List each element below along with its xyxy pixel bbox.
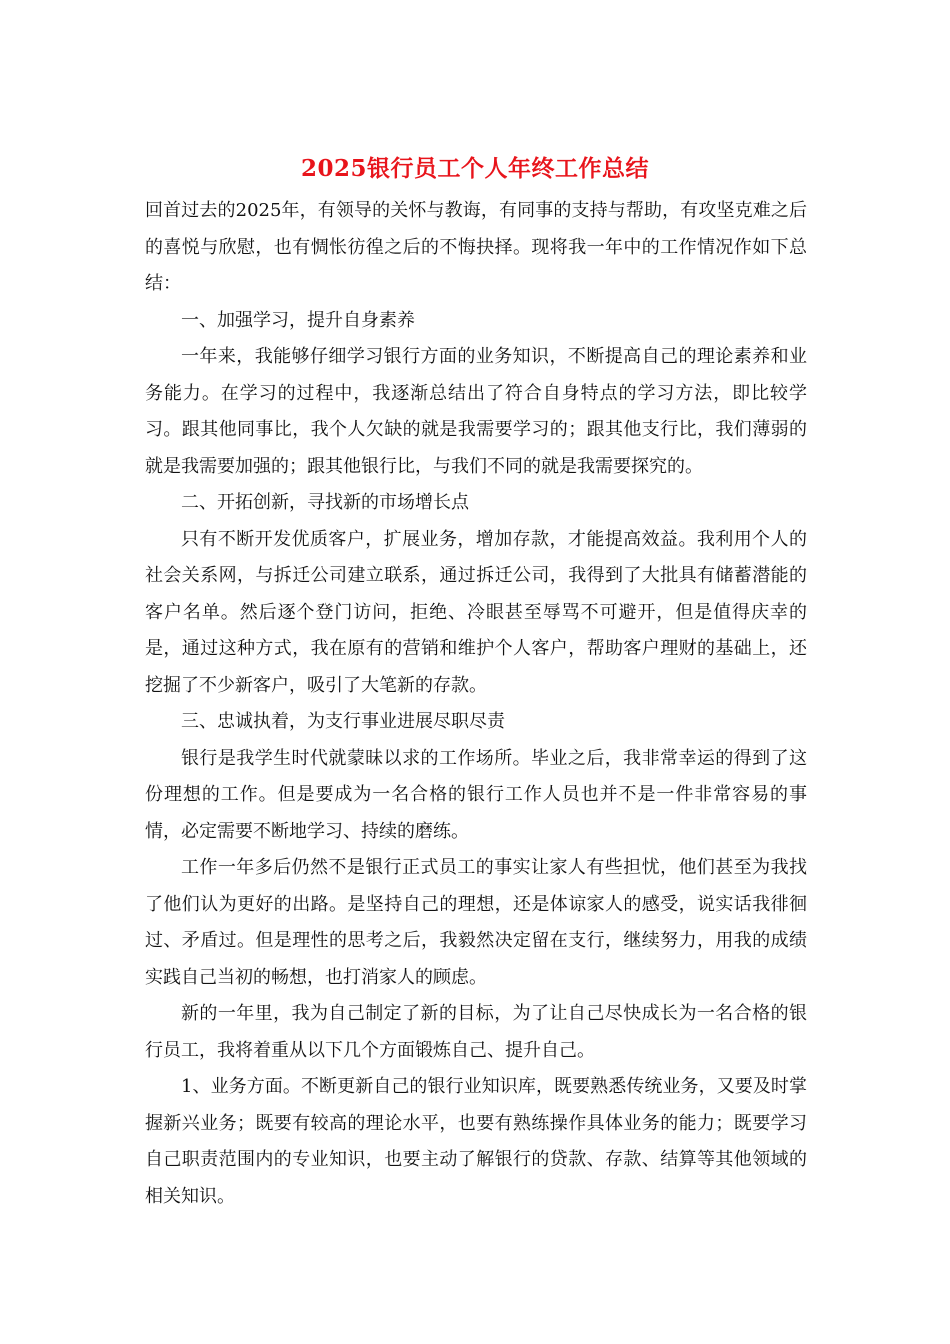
body-paragraph: 一年来，我能够仔细学习银行方面的业务知识，不断提高自己的理论素养和业务能力。在学习的过程中，我逐渐总结出了符合自身特点的学习方法，即比较学习。跟其他同事比，我个人欠缺的就是我需要学习的；跟其他支行比，我们薄弱的就是我需要加强的；跟其他银行比，与我们不同的就是我需要探究的。 [145,346,807,477]
body-paragraph: 工作一年多后仍然不是银行正式员工的事实让家人有些担忧，他们甚至为我找了他们认为更好的出路。是坚持自己的理想，还是体谅家人的感受，说实话我徘徊过、矛盾过。但是理性的思考之后，我毅然决定留在支行，继续努力，用我的成绩实践自己当初的畅想，也打消家人的顾虑。 [145,857,807,988]
section-heading-1: 一、加强学习，提升自身素养 [181,309,415,331]
body-paragraph: 1、业务方面。不断更新自己的银行业知识库，既要熟悉传统业务，又要及时掌握新兴业务；既要有较高的理论水平，也要有熟练操作具体业务的能力；既要学习自己职责范围内的专业知识，也要主动了解银行的贷款、存款、结算等其他领域的相关知识。 [145,1076,807,1207]
body-paragraph: 只有不断开发优质客户，扩展业务，增加存款，才能提高效益。我利用个人的社会关系网，与拆迁公司建立联系，通过拆迁公司，我得到了大批具有储蓄潜能的客户名单。然后逐个登门访问，拒绝、冷眼甚至辱骂不可避开，但是值得庆幸的是，通过这种方式，我在原有的营销和维护个人客户，帮助客户理财的基础上，还挖掘了不少新客户，吸引了大笔新的存款。 [145,528,807,696]
document-body [145,193,807,1215]
body-paragraph: 新的一年里，我为自己制定了新的目标，为了让自己尽快成长为一名合格的银行员工，我将着重从以下几个方面锻炼自己、提升自己。 [145,1003,807,1061]
body-paragraph: 银行是我学生时代就蒙昧以求的工作场所。毕业之后，我非常幸运的得到了这份理想的工作。但是要成为一名合格的银行工作人员也并不是一件非常容易的事情，必定需要不断地学习、持续的磨练。 [145,747,807,842]
section-heading-3: 三、忠诚执着，为支行事业进展尽职尽责 [181,711,505,732]
section-heading-2: 二、开拓创新，寻找新的市场增长点 [181,492,469,513]
document-title: 2025银行员工个人年终工作总结 [300,155,649,182]
intro-paragraph: 回首过去的2025年，有领导的关怀与教诲，有同事的支持与帮助，有攻坚克难之后的喜悦与欣慰，也有惆怅彷徨之后的不悔抉择。现将我一年中的工作情况作如下总结： [145,200,807,294]
